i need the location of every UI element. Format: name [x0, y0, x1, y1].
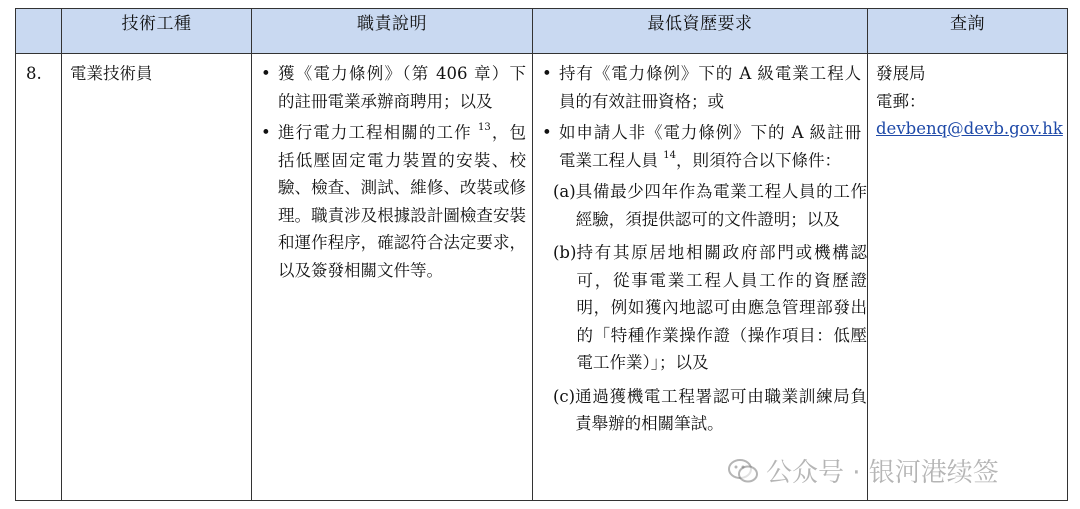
- header-duties: 職責說明: [252, 9, 533, 54]
- qualification-table: [15, 8, 1068, 501]
- requirements-cell: [533, 54, 868, 501]
- duty-item: [260, 119, 526, 284]
- header-number: [16, 9, 62, 54]
- duties-list: [252, 54, 532, 284]
- job-title: 電業技術員: [70, 64, 153, 83]
- sub-item-text: 持有其原居地相關政府部門或機構認可，從事電業工程人員工作的資歷證明，例如獲內地認可由應急管理部發出的「特種作業操作證（操作項目：低壓電工作業）」；以及: [576, 243, 867, 372]
- enquiry-cell: [868, 54, 1068, 501]
- requirement-text: 如申請人非《電力條例》下的 A 級註冊電業工程人員: [559, 123, 861, 170]
- row-number: 8.: [26, 64, 42, 83]
- sub-item-a: [553, 178, 867, 233]
- row-number-cell: [16, 54, 62, 501]
- duty-item: [260, 60, 526, 115]
- sub-item-label: (c): [553, 386, 576, 406]
- sub-item-label: (a): [553, 182, 576, 201]
- watermark: [728, 452, 999, 489]
- enquiry-department: 發展局: [876, 64, 926, 83]
- wechat-icon: [728, 458, 758, 484]
- duty-text: 獲《電力條例》（第 406 章）下的註冊電業承辦商聘用；以及: [278, 64, 526, 111]
- sub-item-c: [553, 383, 867, 438]
- duty-text: 進行電力工程相關的工作: [278, 123, 479, 142]
- header-row: [16, 9, 1068, 54]
- header-requirements: 最低資歷要求: [533, 9, 868, 54]
- sub-item-label: (b): [553, 243, 577, 262]
- requirement-text: ，則須符合以下條件：: [675, 150, 841, 170]
- watermark-text: 公众号 · 银河港续签: [766, 458, 999, 488]
- enquiry-block: [868, 54, 1067, 143]
- table-row: [16, 54, 1068, 501]
- enquiry-email-label: 電郵：: [876, 91, 926, 111]
- requirement-text: 持有《電力條例》下的 A 級電業工程人員的有效註冊資格；或: [559, 64, 861, 111]
- footnote-ref: 13: [478, 122, 491, 133]
- sub-item-text: 具備最少四年作為電業工程人員的工作經驗，須提供認可的文件證明；以及: [575, 182, 867, 229]
- requirement-item: [541, 60, 861, 115]
- enquiry-email-link[interactable]: devbenq@devb.gov.hk: [876, 119, 1063, 138]
- sub-item-b: [553, 239, 867, 377]
- header-enquiry: 查詢: [868, 9, 1068, 54]
- header-job-title: 技術工種: [62, 9, 252, 54]
- duties-cell: [252, 54, 533, 501]
- duty-text: ，包括低壓固定電力裝置的安裝、校驗、檢查、測試、維修、改裝或修理。職責涉及根據設計圖檢查安裝和運作程序，確認符合法定要求，以及簽發相關文件等。: [278, 123, 526, 280]
- footnote-ref: 14: [663, 149, 676, 161]
- job-title-cell: [62, 54, 252, 501]
- requirements-list: [533, 54, 867, 174]
- sub-item-text: 通過獲機電工程署認可由職業訓練局負責舉辦的相關筆試。: [575, 386, 867, 433]
- requirement-item: [541, 119, 861, 174]
